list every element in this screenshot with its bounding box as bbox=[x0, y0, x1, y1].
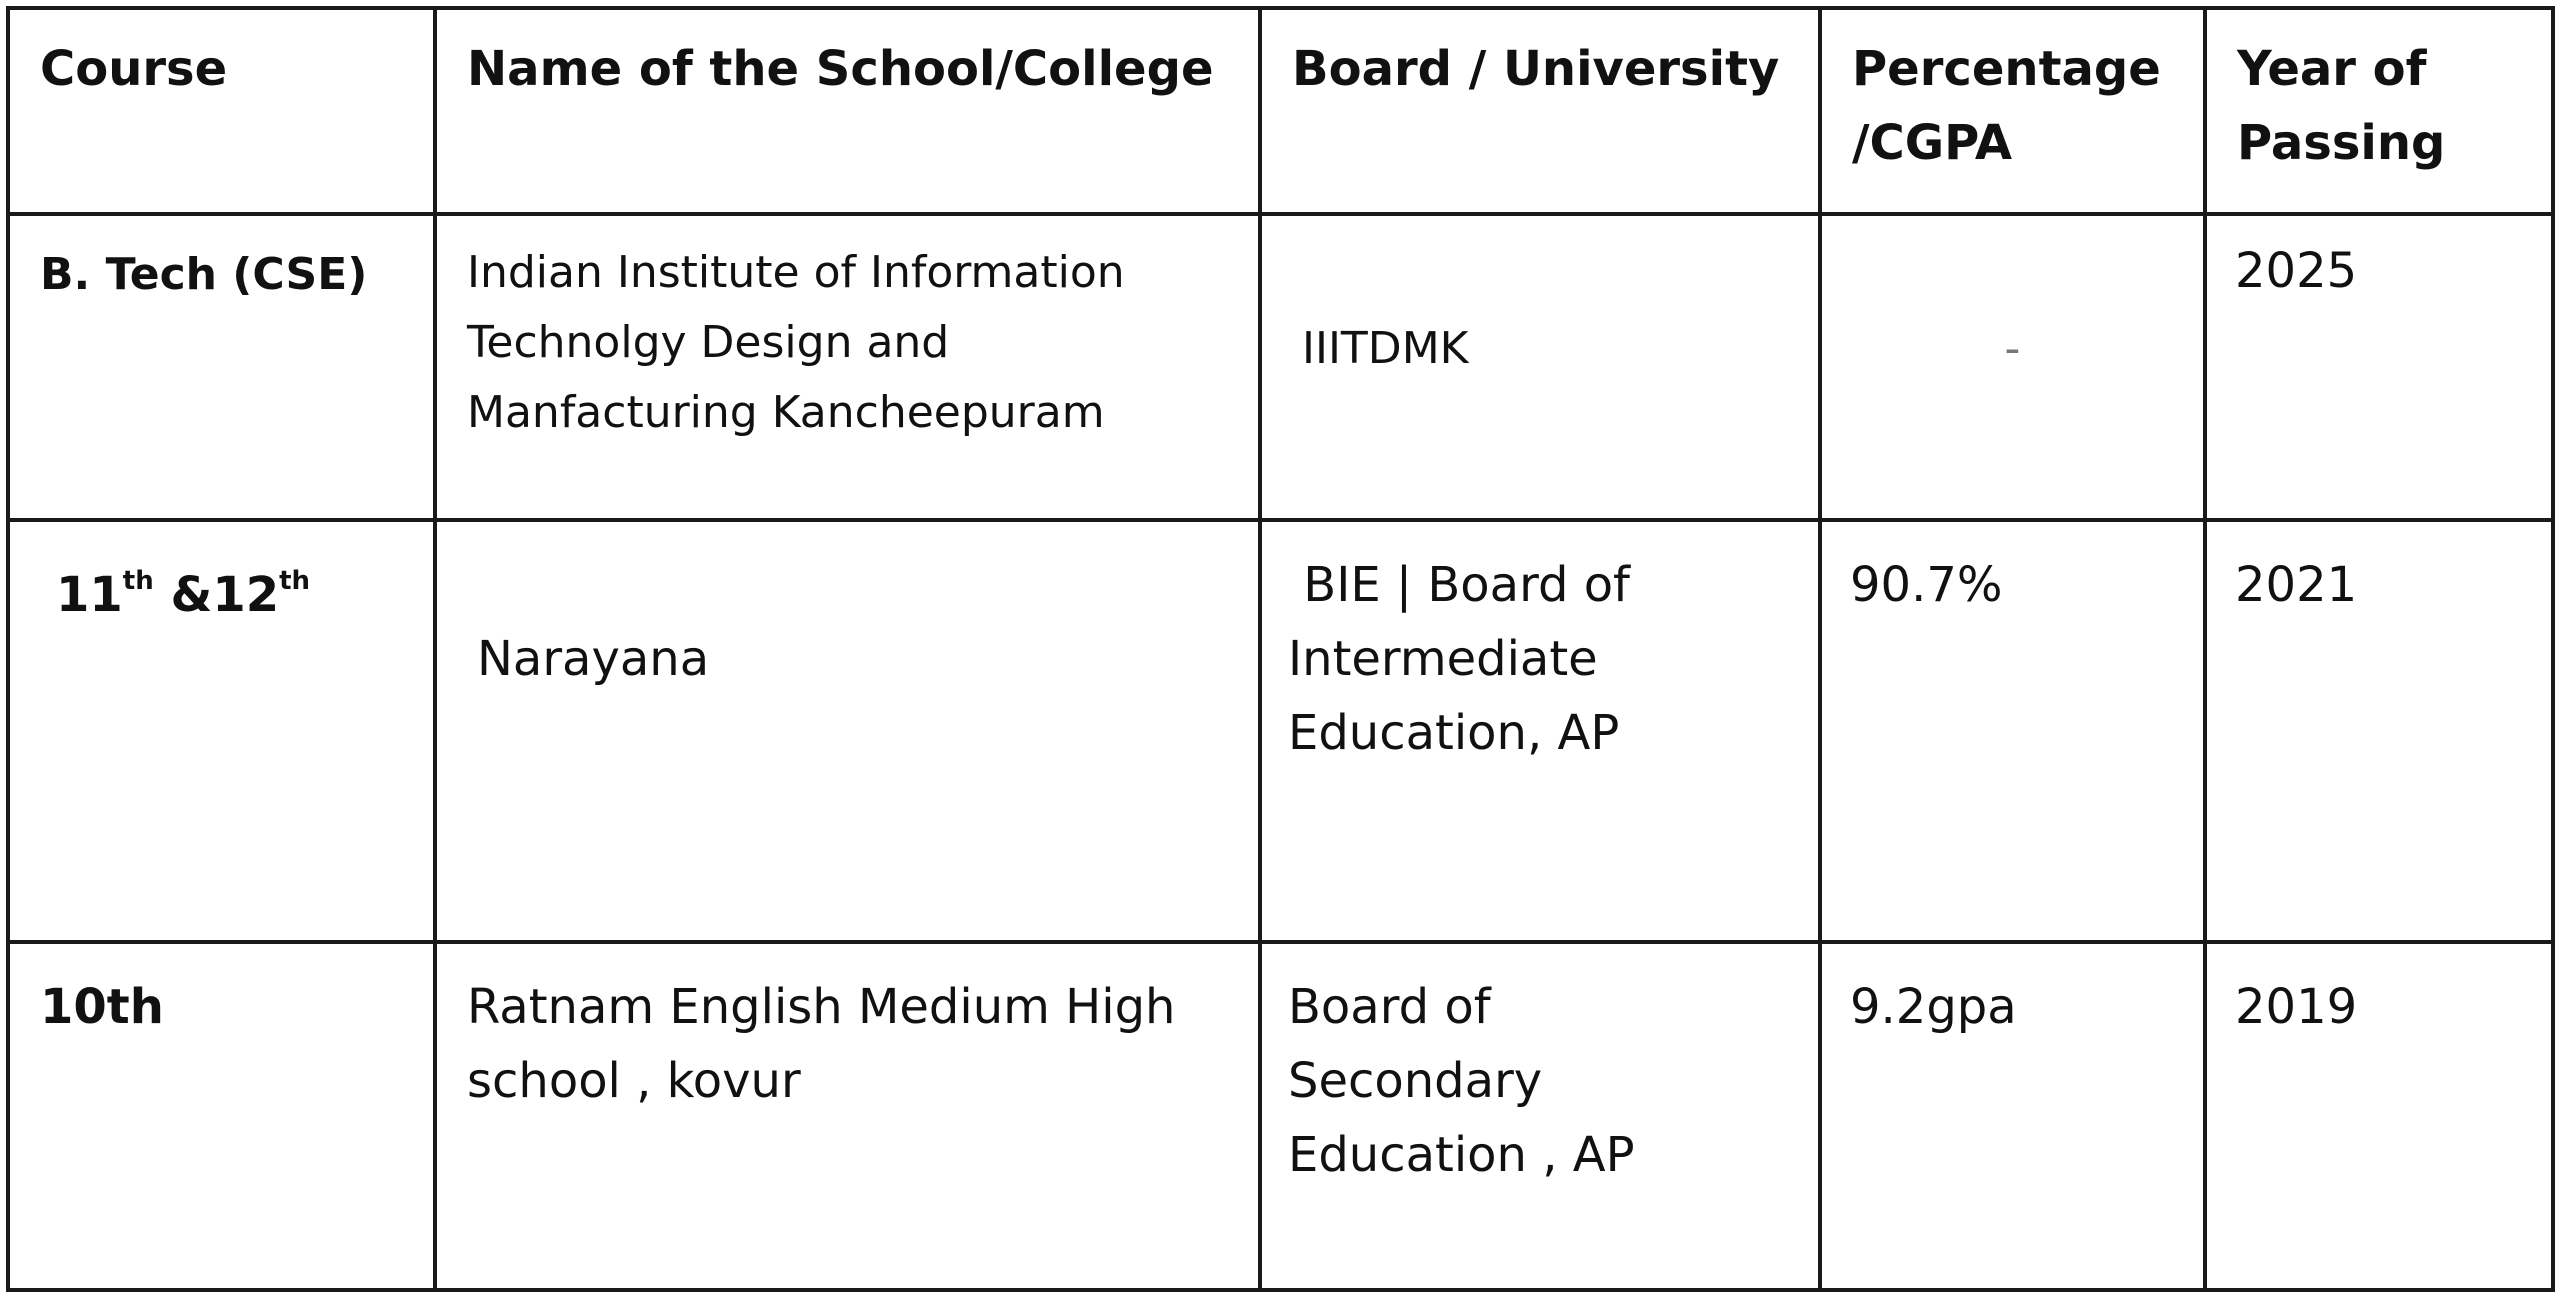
table-row bbox=[8, 520, 2553, 942]
course-cell: 10th bbox=[8, 942, 435, 1290]
board-cell: IIITDMK bbox=[1260, 214, 1820, 520]
header-row bbox=[8, 8, 2553, 214]
header-percentage: Percentage /CGPA bbox=[1820, 8, 2205, 214]
header-board: Board / University bbox=[1260, 8, 1820, 214]
year-cell: 2021 bbox=[2205, 520, 2553, 942]
course-cell: 11th &12th bbox=[8, 520, 435, 942]
course-cell: B. Tech (CSE) bbox=[8, 214, 435, 520]
header-course: Course bbox=[8, 8, 435, 214]
board-cell: BIE | Board of Intermediate Education, AP bbox=[1260, 520, 1820, 942]
year-cell: 2019 bbox=[2205, 942, 2553, 1290]
percentage-cell: 9.2gpa bbox=[1820, 942, 2205, 1290]
board-cell: Board of Secondary Education , AP bbox=[1260, 942, 1820, 1290]
education-table bbox=[6, 6, 2555, 1292]
header-year: Year of Passing bbox=[2205, 8, 2553, 214]
percentage-cell: - bbox=[1820, 214, 2205, 520]
school-cell: Ratnam English Medium High school , kovur bbox=[435, 942, 1260, 1290]
school-cell: Indian Institute of Information Technolgy Design and Manfacturing Kancheepuram bbox=[435, 214, 1260, 520]
year-cell: 2025 bbox=[2205, 214, 2553, 520]
percentage-cell: 90.7% bbox=[1820, 520, 2205, 942]
school-cell: Narayana bbox=[435, 520, 1260, 942]
table-row bbox=[8, 942, 2553, 1290]
header-school: Name of the School/College bbox=[435, 8, 1260, 214]
table-row bbox=[8, 214, 2553, 520]
